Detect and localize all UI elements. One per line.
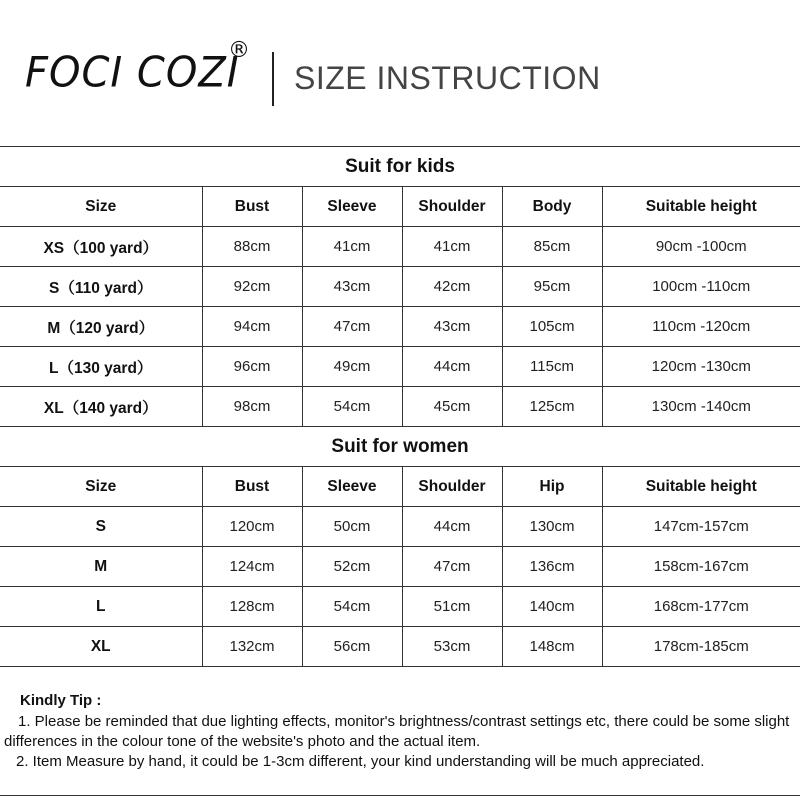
table-cell: 50cm	[302, 507, 402, 547]
table-cell: 94cm	[202, 307, 302, 347]
table-cell: 115cm	[502, 347, 602, 387]
table-cell: 43cm	[302, 267, 402, 307]
table-cell: 96cm	[202, 347, 302, 387]
size-table	[0, 146, 800, 667]
table-cell: 44cm	[402, 347, 502, 387]
size-cell: S（110 yard）	[0, 267, 202, 307]
table-cell: 42cm	[402, 267, 502, 307]
women-section-row	[0, 427, 800, 467]
size-table-body	[0, 147, 800, 667]
table-cell: 125cm	[502, 387, 602, 427]
brand-logo: FOCI COZI	[25, 48, 240, 98]
size-cell: XS（100 yard）	[0, 227, 202, 267]
table-cell: 132cm	[202, 627, 302, 667]
table-cell: 158cm-167cm	[602, 547, 800, 587]
table-row	[0, 547, 800, 587]
table-row	[0, 227, 800, 267]
table-cell: 88cm	[202, 227, 302, 267]
size-cell: XL（140 yard）	[0, 387, 202, 427]
tip-title: Kindly Tip :	[20, 692, 102, 709]
column-header: Sleeve	[302, 467, 402, 507]
table-cell: 52cm	[302, 547, 402, 587]
kids-section-row	[0, 147, 800, 187]
table-cell: 47cm	[402, 547, 502, 587]
table-cell: 105cm	[502, 307, 602, 347]
table-cell: 56cm	[302, 627, 402, 667]
table-cell: 85cm	[502, 227, 602, 267]
size-cell: S	[0, 507, 202, 547]
size-cell: L（130 yard）	[0, 347, 202, 387]
column-header: Suitable height	[602, 467, 800, 507]
tip-line-2: 2. Item Measure by hand, it could be 1-3cm different, your kind understanding will be much appreciated.	[16, 753, 705, 770]
column-header: Suitable height	[602, 187, 800, 227]
table-cell: 178cm-185cm	[602, 627, 800, 667]
column-header: Sleeve	[302, 187, 402, 227]
registered-mark: ®	[228, 38, 250, 63]
table-cell: 124cm	[202, 547, 302, 587]
table-cell: 130cm -140cm	[602, 387, 800, 427]
table-cell: 120cm	[202, 507, 302, 547]
column-header: Bust	[202, 187, 302, 227]
table-cell: 130cm	[502, 507, 602, 547]
table-cell: 45cm	[402, 387, 502, 427]
table-cell: 90cm -100cm	[602, 227, 800, 267]
column-header: Size	[0, 467, 202, 507]
header-divider	[272, 52, 274, 106]
table-row	[0, 507, 800, 547]
table-cell: 92cm	[202, 267, 302, 307]
kids-section-title: Suit for kids	[0, 147, 800, 187]
table-cell: 41cm	[302, 227, 402, 267]
table-cell: 128cm	[202, 587, 302, 627]
table-cell: 140cm	[502, 587, 602, 627]
column-header: Size	[0, 187, 202, 227]
column-header: Shoulder	[402, 467, 502, 507]
table-cell: 110cm -120cm	[602, 307, 800, 347]
table-cell: 41cm	[402, 227, 502, 267]
kindly-tip	[0, 683, 800, 796]
table-cell: 49cm	[302, 347, 402, 387]
table-cell: 120cm -130cm	[602, 347, 800, 387]
table-cell: 47cm	[302, 307, 402, 347]
column-header: Body	[502, 187, 602, 227]
table-row	[0, 387, 800, 427]
table-cell: 147cm-157cm	[602, 507, 800, 547]
table-cell: 44cm	[402, 507, 502, 547]
table-row	[0, 347, 800, 387]
column-header: Shoulder	[402, 187, 502, 227]
column-header: Hip	[502, 467, 602, 507]
table-row	[0, 627, 800, 667]
table-cell: 53cm	[402, 627, 502, 667]
table-cell: 43cm	[402, 307, 502, 347]
table-row	[0, 267, 800, 307]
column-header: Bust	[202, 467, 302, 507]
table-cell: 54cm	[302, 587, 402, 627]
page-title: SIZE INSTRUCTION	[294, 60, 601, 96]
table-row	[0, 587, 800, 627]
table-cell: 100cm -110cm	[602, 267, 800, 307]
table-cell: 148cm	[502, 627, 602, 667]
header	[0, 0, 800, 145]
size-cell: M（120 yard）	[0, 307, 202, 347]
table-row	[0, 307, 800, 347]
table-cell: 98cm	[202, 387, 302, 427]
tip-line-1: 1. Please be reminded that due lighting effects, monitor's brightness/contrast settings etc, there could be some slight differences in the colour tone of the website's photo and the actual item.	[4, 713, 790, 750]
table-cell: 51cm	[402, 587, 502, 627]
size-cell: L	[0, 587, 202, 627]
size-cell: M	[0, 547, 202, 587]
women-section-title: Suit for women	[0, 427, 800, 467]
size-cell: XL	[0, 627, 202, 667]
women-header-row	[0, 467, 800, 507]
table-cell: 168cm-177cm	[602, 587, 800, 627]
table-cell: 95cm	[502, 267, 602, 307]
kids-header-row	[0, 187, 800, 227]
table-cell: 136cm	[502, 547, 602, 587]
table-cell: 54cm	[302, 387, 402, 427]
